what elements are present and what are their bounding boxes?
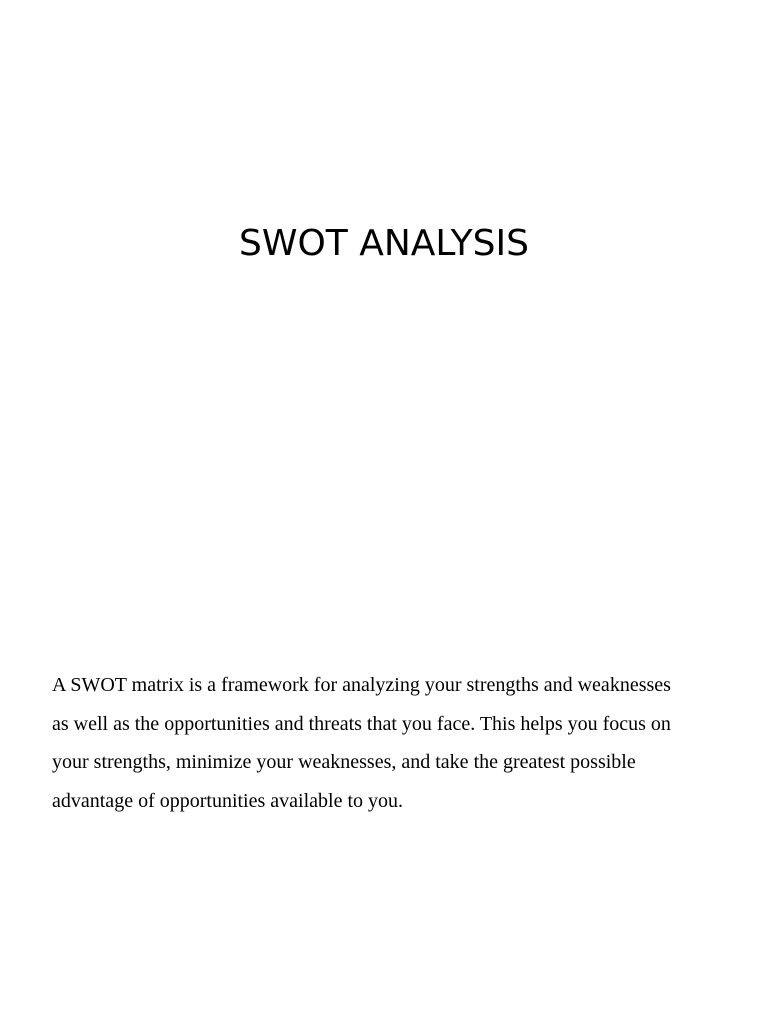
paragraph-line: as well as the opportunities and threats that you face. This helps you focus on (52, 712, 671, 735)
paragraph-line: A SWOT matrix is a framework for analyzing your strengths and weaknesses (52, 674, 671, 696)
paragraph-line: your strengths, minimize your weaknesses, and take the greatest possible (52, 751, 636, 773)
document-title: SWOT ANALYSIS (239, 223, 529, 264)
body-paragraph (52, 666, 724, 820)
paragraph-line: advantage of opportunities available to you. (52, 789, 404, 812)
